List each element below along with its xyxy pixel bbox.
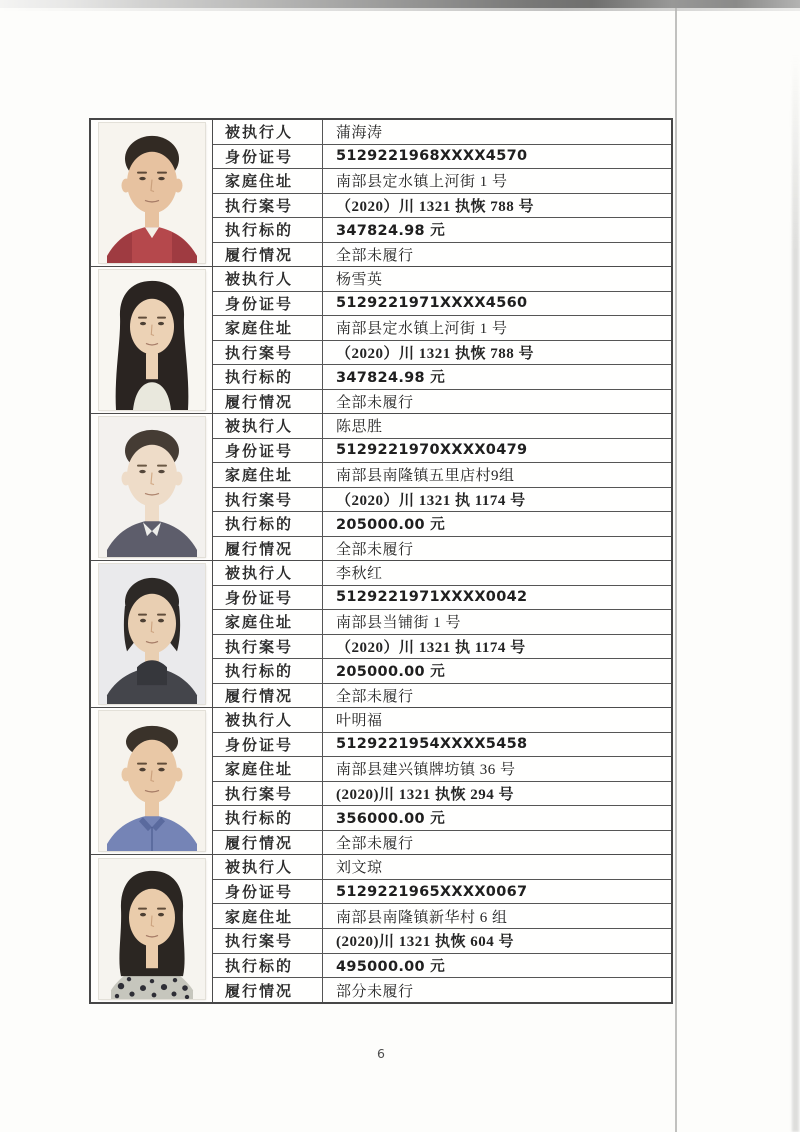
debtor-record-card [91, 267, 671, 414]
field-row-name [213, 708, 671, 733]
field-value-id: 5129221971XXXX4560 [336, 295, 528, 312]
portrait-photo [99, 859, 205, 999]
field-label: 被执行人 [213, 120, 323, 144]
field-row-status [213, 243, 671, 267]
field-row-id [213, 439, 671, 464]
field-value-amount: 347824.98 元 [336, 223, 446, 240]
field-label: 履行情况 [213, 684, 323, 708]
field-label: 履行情况 [213, 243, 323, 267]
portrait-cell [91, 414, 213, 560]
field-label: 执行案号 [213, 194, 323, 218]
field-label: 被执行人 [213, 561, 323, 585]
field-label: 执行案号 [213, 635, 323, 659]
field-value-status: 全部未履行 [336, 835, 414, 852]
field-row-amount [213, 806, 671, 831]
field-label: 家庭住址 [213, 316, 323, 340]
field-row-id [213, 880, 671, 905]
field-value-case: （2020）川 1321 执 1174 号 [336, 639, 526, 656]
field-label: 被执行人 [213, 414, 323, 438]
field-label: 履行情况 [213, 978, 323, 1002]
record-fields [213, 120, 671, 266]
field-value-status: 全部未履行 [336, 541, 414, 558]
portrait-photo [99, 417, 205, 557]
field-row-case [213, 488, 671, 513]
field-value-case: （2020）川 1321 执 1174 号 [336, 492, 526, 509]
field-label: 执行案号 [213, 341, 323, 365]
field-value-id: 5129221965XXXX0067 [336, 883, 528, 900]
field-row-address [213, 316, 671, 341]
portrait-photo [99, 270, 205, 410]
field-value-case: (2020)川 1321 执恢 294 号 [336, 786, 514, 803]
field-label: 执行案号 [213, 782, 323, 806]
field-label: 执行案号 [213, 929, 323, 953]
field-row-status [213, 831, 671, 855]
field-value-name: 叶明福 [336, 713, 383, 730]
field-label: 执行标的 [213, 954, 323, 978]
field-value-address: 南部县当铺街 1 号 [336, 615, 462, 632]
portrait-photo-frame [99, 564, 205, 704]
field-value-status: 全部未履行 [336, 688, 414, 705]
field-value-id: 5129221954XXXX5458 [336, 736, 528, 753]
field-row-amount [213, 512, 671, 537]
portrait-photo-frame [99, 711, 205, 851]
field-value-amount: 347824.98 元 [336, 370, 446, 387]
field-label: 被执行人 [213, 708, 323, 732]
portrait-photo-frame [99, 417, 205, 557]
field-value-name: 刘文琼 [336, 860, 383, 877]
field-value-amount: 356000.00 元 [336, 811, 446, 828]
field-row-name [213, 267, 671, 292]
field-value-id: 5129221968XXXX4570 [336, 148, 528, 165]
portrait-cell [91, 267, 213, 413]
field-label: 被执行人 [213, 855, 323, 879]
field-value-address: 南部县南隆镇新华村 6 组 [336, 909, 508, 926]
portrait-cell [91, 855, 213, 1002]
field-row-id [213, 145, 671, 170]
field-value-case: (2020)川 1321 执恢 604 号 [336, 934, 514, 951]
field-label: 执行标的 [213, 806, 323, 830]
field-row-address [213, 169, 671, 194]
field-label: 家庭住址 [213, 904, 323, 928]
field-value-amount: 205000.00 元 [336, 664, 446, 681]
field-label: 身份证号 [213, 880, 323, 904]
field-row-case [213, 782, 671, 807]
field-value-name: 蒲海涛 [336, 125, 383, 142]
field-row-amount [213, 218, 671, 243]
field-value-amount: 205000.00 元 [336, 517, 446, 534]
field-label: 履行情况 [213, 831, 323, 855]
debtor-record-card [91, 855, 671, 1002]
field-row-address [213, 904, 671, 929]
scan-edge-artifact-right [792, 55, 799, 1132]
field-value-address: 南部县建兴镇牌坊镇 36 号 [336, 762, 516, 779]
field-label: 执行标的 [213, 659, 323, 683]
field-value-name: 李秋红 [336, 566, 383, 583]
field-value-address: 南部县定水镇上河街 1 号 [336, 174, 508, 191]
portrait-cell [91, 120, 213, 266]
field-row-name [213, 120, 671, 145]
field-label: 被执行人 [213, 267, 323, 291]
field-row-address [213, 610, 671, 635]
field-value-name: 杨雪英 [336, 272, 383, 289]
field-value-address: 南部县定水镇上河街 1 号 [336, 321, 508, 338]
scan-edge-shadow [0, 8, 800, 11]
record-fields [213, 414, 671, 560]
field-row-case [213, 635, 671, 660]
field-label: 执行标的 [213, 365, 323, 389]
field-label: 身份证号 [213, 733, 323, 757]
field-label: 执行标的 [213, 512, 323, 536]
field-label: 家庭住址 [213, 169, 323, 193]
field-label: 身份证号 [213, 439, 323, 463]
field-row-amount [213, 365, 671, 390]
field-row-name [213, 855, 671, 880]
scan-edge-artifact-top [0, 0, 800, 8]
field-label: 执行标的 [213, 218, 323, 242]
field-value-address: 南部县南隆镇五里店村9组 [336, 468, 515, 485]
record-fields [213, 267, 671, 413]
field-value-case: （2020）川 1321 执恢 788 号 [336, 198, 535, 215]
field-label: 身份证号 [213, 586, 323, 610]
field-row-id [213, 292, 671, 317]
neck [145, 208, 159, 230]
portrait-cell [91, 708, 213, 854]
portrait-photo [99, 711, 205, 851]
portrait-photo-frame [99, 859, 205, 999]
field-label: 身份证号 [213, 145, 323, 169]
field-value-case: （2020）川 1321 执恢 788 号 [336, 345, 535, 362]
field-value-status: 全部未履行 [336, 394, 414, 411]
debtor-record-card [91, 414, 671, 561]
field-label: 家庭住址 [213, 610, 323, 634]
field-row-status [213, 684, 671, 708]
field-row-address [213, 757, 671, 782]
field-row-amount [213, 659, 671, 684]
high-collar [137, 660, 167, 685]
field-row-id [213, 733, 671, 758]
record-fields [213, 855, 671, 1002]
field-row-case [213, 929, 671, 954]
record-fields [213, 708, 671, 854]
portrait-photo [99, 564, 205, 704]
neck [145, 798, 159, 818]
field-label: 履行情况 [213, 537, 323, 561]
debtor-record-card [91, 561, 671, 708]
field-value-id: 5129221971XXXX0042 [336, 589, 528, 606]
field-value-name: 陈思胜 [336, 419, 383, 436]
debtor-record-card [91, 708, 671, 855]
portrait-photo-frame [99, 123, 205, 263]
field-row-id [213, 586, 671, 611]
scan-fold-line [675, 8, 677, 1132]
judgment-debtor-table [89, 118, 673, 1004]
portrait-cell [91, 561, 213, 707]
field-value-amount: 495000.00 元 [336, 959, 446, 976]
field-value-id: 5129221970XXXX0479 [336, 442, 528, 459]
field-label: 身份证号 [213, 292, 323, 316]
field-label: 家庭住址 [213, 463, 323, 487]
field-row-status [213, 537, 671, 561]
field-row-amount [213, 954, 671, 979]
field-row-case [213, 341, 671, 366]
page-number: 6 [377, 1046, 385, 1061]
field-label: 履行情况 [213, 390, 323, 414]
field-label: 执行案号 [213, 488, 323, 512]
portrait-photo-frame [99, 270, 205, 410]
field-row-address [213, 463, 671, 488]
debtor-record-card [91, 120, 671, 267]
neck [146, 944, 158, 968]
field-row-status [213, 390, 671, 414]
portrait-photo [99, 123, 205, 263]
record-fields [213, 561, 671, 707]
field-row-status [213, 978, 671, 1002]
field-row-name [213, 414, 671, 439]
field-row-case [213, 194, 671, 219]
neck [145, 501, 159, 523]
field-value-status: 全部未履行 [336, 247, 414, 264]
field-label: 家庭住址 [213, 757, 323, 781]
field-row-name [213, 561, 671, 586]
neck [146, 353, 158, 379]
field-value-status: 部分未履行 [336, 983, 414, 1000]
